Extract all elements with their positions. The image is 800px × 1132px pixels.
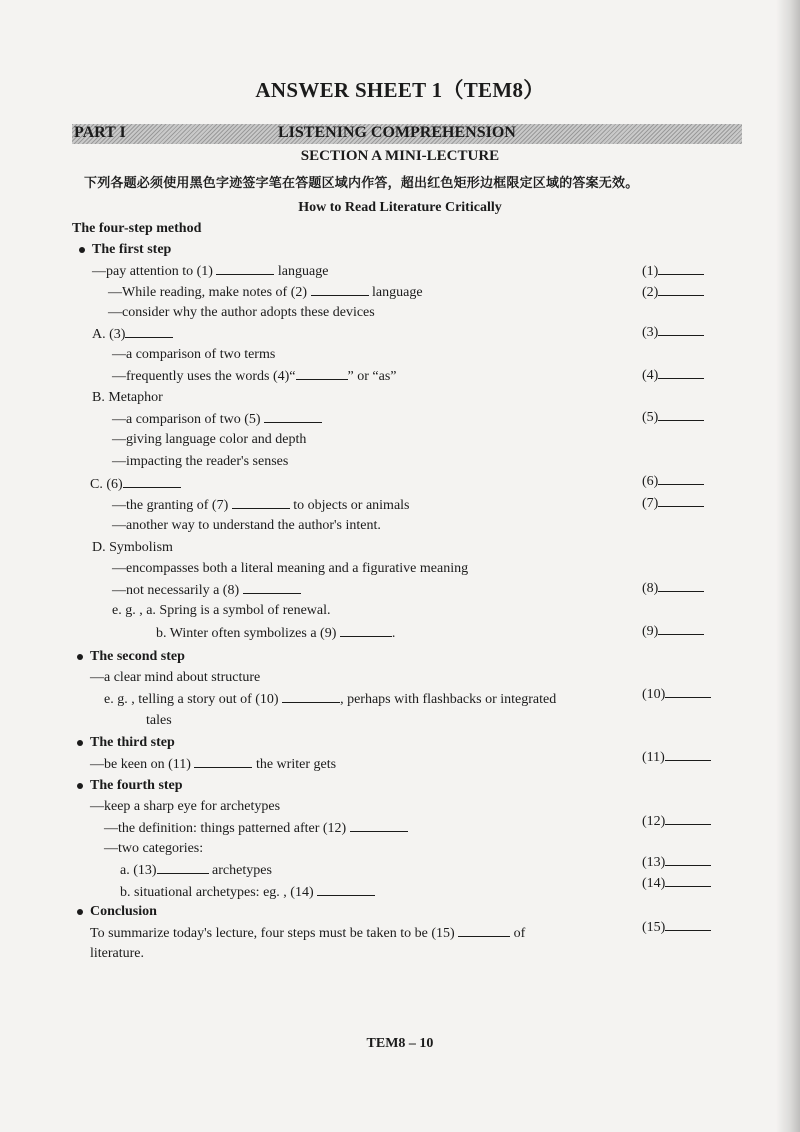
answer-slot: (4): [642, 366, 704, 385]
note-line: C. (6): [90, 475, 181, 494]
answer-blank-8[interactable]: [243, 581, 301, 594]
note-line: b. situational archetypes: eg. , (14): [120, 883, 375, 902]
bullet-icon: [77, 783, 83, 789]
step-heading-3: The third step: [90, 734, 175, 752]
note-line: —consider why the author adopts these devices: [108, 305, 375, 320]
part-name: LISTENING COMPREHENSION: [278, 124, 516, 141]
answer-line[interactable]: [658, 366, 704, 379]
answer-line[interactable]: [658, 323, 704, 336]
conclusion-heading: Conclusion: [90, 903, 157, 921]
answer-line[interactable]: [658, 472, 704, 485]
answer-slot: (1): [642, 262, 704, 281]
note-line: —a comparison of two terms: [112, 347, 276, 362]
note-line: e. g. , telling a story out of (10) , perhaps with flashbacks or integrated: [104, 692, 557, 707]
instruction-text: 下列各题必须使用黑色字迹签字笔在答题区域内作答，超出红色矩形边框限定区域的答案无效。: [84, 176, 639, 191]
answer-slot: (15): [642, 918, 711, 937]
note-line: A. (3): [92, 325, 173, 344]
answer-blank-13[interactable]: [157, 861, 209, 874]
answer-slot: (11): [642, 748, 711, 767]
note-line: literature.: [90, 946, 145, 961]
note-line: —frequently uses the words (4)“ ” or “as”: [112, 369, 397, 384]
page-edge-shadow: [776, 0, 800, 1132]
bullet-icon: [77, 654, 83, 660]
answer-blank-2[interactable]: [311, 283, 369, 296]
answer-line[interactable]: [665, 685, 711, 698]
answer-blank-3[interactable]: [125, 325, 173, 338]
answer-line[interactable]: [658, 494, 704, 507]
answer-blank-7[interactable]: [232, 496, 290, 509]
answer-slot: (13): [642, 853, 711, 872]
step-heading-1: The first step: [92, 241, 171, 259]
note-line: —encompasses both a literal meaning and a figurative meaning: [112, 561, 469, 576]
answer-line[interactable]: [665, 812, 711, 825]
note-line: —a comparison of two (5): [112, 410, 322, 429]
note-line: —two categories:: [104, 841, 204, 856]
answer-slot: (12): [642, 812, 711, 831]
bullet-icon: [79, 247, 85, 253]
note-line: B. Metaphor: [92, 390, 163, 405]
note-line: To summarize today's lecture, four steps must be taken to be (15) of: [90, 926, 526, 941]
answer-slot: (14): [642, 874, 711, 893]
bullet-icon: [77, 909, 83, 915]
answer-slot: (10): [642, 685, 711, 704]
answer-blank-12[interactable]: [350, 819, 408, 832]
note-line: —keep a sharp eye for archetypes: [90, 799, 281, 814]
step-heading-2: The second step: [90, 648, 185, 666]
answer-line[interactable]: [665, 853, 711, 866]
bleed-through-text: [60, 52, 63, 67]
answer-slot: (3): [642, 323, 704, 342]
note-line: a. (13) archetypes: [120, 863, 272, 878]
note-line: —pay attention to (1) language: [92, 264, 329, 279]
note-line: —While reading, make notes of (2) language: [108, 285, 423, 300]
answer-slot: (7): [642, 494, 704, 513]
answer-blank-15[interactable]: [458, 924, 510, 937]
answer-line[interactable]: [658, 262, 704, 275]
answer-blank-5[interactable]: [264, 410, 322, 423]
answer-blank-10[interactable]: [282, 690, 340, 703]
note-line: —not necessarily a (8): [112, 581, 301, 600]
answer-blank-9[interactable]: [340, 624, 392, 637]
note-line: e. g. , a. Spring is a symbol of renewal.: [112, 603, 331, 618]
note-line: D. Symbolism: [92, 540, 173, 555]
note-line: —a clear mind about structure: [90, 670, 261, 685]
note-line: tales: [146, 713, 172, 728]
section-heading: SECTION A MINI-LECTURE: [300, 148, 500, 164]
note-line: —impacting the reader's senses: [112, 454, 289, 469]
answer-line[interactable]: [658, 579, 704, 592]
answer-blank-4[interactable]: [296, 367, 348, 380]
part-label: PART I: [74, 124, 126, 141]
answer-line[interactable]: [658, 283, 704, 296]
lecture-title: How to Read Literature Critically: [298, 200, 502, 215]
note-line: —another way to understand the author's intent.: [112, 518, 381, 533]
note-line: —be keen on (11) the writer gets: [90, 757, 337, 772]
answer-blank-1[interactable]: [216, 262, 274, 275]
answer-line[interactable]: [665, 918, 711, 931]
answer-slot: (6): [642, 472, 704, 491]
answer-slot: (2): [642, 283, 704, 302]
answer-blank-14[interactable]: [317, 883, 375, 896]
answer-line[interactable]: [658, 622, 704, 635]
part-header-bar: [72, 124, 742, 144]
answer-line[interactable]: [665, 874, 711, 887]
answer-blank-11[interactable]: [194, 755, 252, 768]
bullet-icon: [77, 740, 83, 746]
answer-line[interactable]: [665, 748, 711, 761]
note-line: —the granting of (7) to objects or animals: [112, 498, 410, 513]
page-number: TEM8 – 10: [366, 1036, 434, 1051]
answer-slot: (9): [642, 622, 704, 641]
answer-line[interactable]: [658, 408, 704, 421]
note-line: —giving language color and depth: [112, 432, 307, 447]
answer-blank-6[interactable]: [123, 475, 181, 488]
note-line: b. Winter often symbolizes a (9) .: [156, 626, 396, 641]
step-heading-4: The fourth step: [90, 777, 183, 795]
page-title: ANSWER SHEET 1（TEM8）: [255, 78, 545, 102]
answer-slot: (8): [642, 579, 704, 598]
note-line: —the definition: things patterned after (12): [104, 819, 408, 838]
method-heading: The four-step method: [72, 221, 202, 236]
answer-slot: (5): [642, 408, 704, 427]
